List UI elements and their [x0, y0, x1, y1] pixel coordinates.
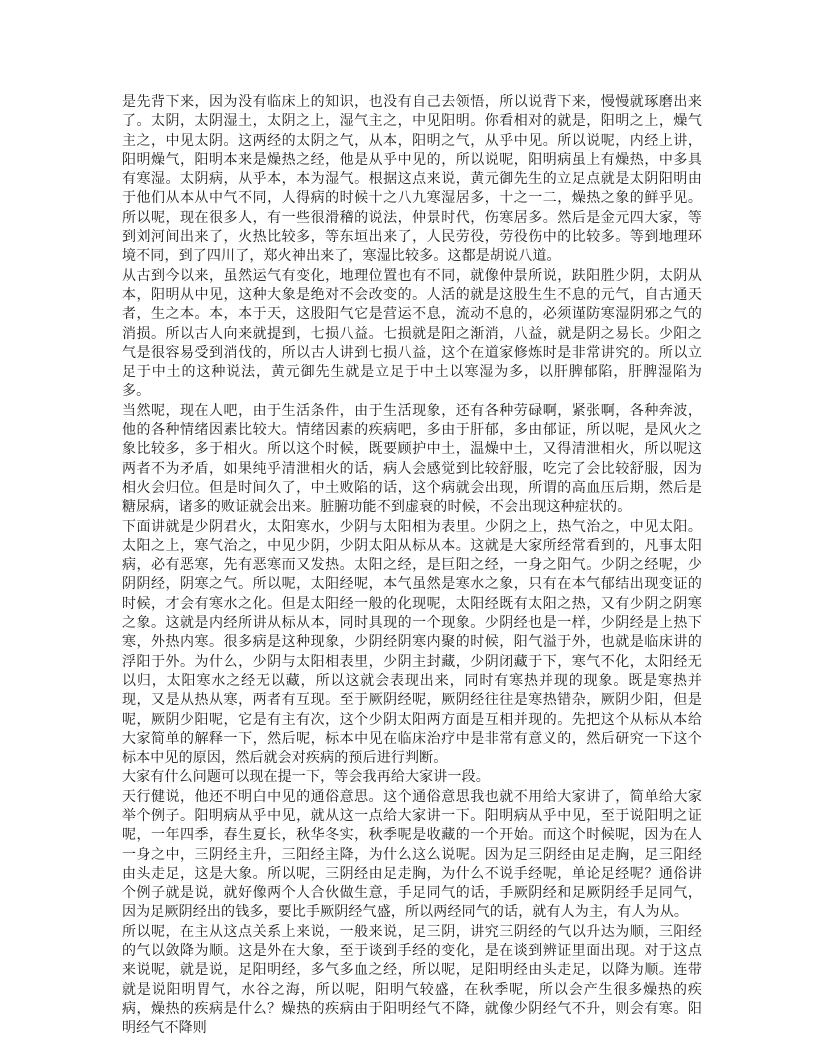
paragraph: 所以呢，在主从这点关系上来说，一般来说，足三阴，讲究三阴经的气以升达为顺，三阳经的气以敛降为顺。这是外在大象，至于谈到手经的变化，是在谈到辨证里面出现。对于这点来说呢，就是说，足阳明经，多气多血之经，所以呢，足阳明经由头走足，以降为顺。连带就是说阳明胃气，水谷之海，所以呢，阳明气较盛，在秋季呢，所以会产生很多燥热的疾病，燥热的疾病是什么？燥热的疾病由于阳明经气不降，就像少阴经气不升，则会有寒。阳明经气不降则 — [122, 923, 702, 1037]
paragraph: 天行健说，他还不明白中见的通俗意思。这个通俗意思我也就不用给大家讲了，简单给大家举个例子。阳明病从乎中见，就从这一点给大家讲一下。阳明病从乎中见，至于说阳明之证呢，一年四季，春生夏长，秋华冬实，秋季呢是收藏的一个开始。而这个时候呢，因为在人一身之中，三阴经主升，三阳经主降，为什么这么说呢。因为足三阴经由足走胸，足三阳经由头走足，这是大象。所以呢，三阴经由足走胸，为什么不说手经呢，单论足经呢？通俗讲个例子就是说，就好像两个人合伙做生意，手足同气的话，手厥阴经和足厥阴经手足同气，因为足厥阴经出的钱多，要比手厥阴经气盛，所以两经同气的话，就有人为主，有人为从。 — [122, 788, 702, 921]
paragraph: 下面讲就是少阴君火，太阳寒水，少阴与太阳相为表里。少阴之上，热气治之，中见太阳。太阳之上，寒气治之，中见少阴，少阴太阳从标从本。这就是大家所经常看到的，凡事太阳病，必有恶寒，先有恶寒而又发热。太阳之经，是巨阳之经，一身之阳气。少阴之经呢，少阴阴经，阴寒之气。所以呢，太阳经呢，本气虽然是寒水之象，只有在本气郁结出现变证的时候，才会有寒水之化。但是太阳经一般的化现呢，太阳经既有太阳之热，又有少阴之阴寒之象。这就是内经所讲从标从本，同时具现的一个现象。少阴经也是一样，少阴经是上热下寒，外热内寒。很多病是这种现象，少阴经阴寒内聚的时候，阳气溢于外，也就是临床讲的浮阳于外。为什么，少阴与太阳相表里，少阴主封藏，少阴闭藏于下，寒气不化，太阳经无以归，太阳寒水之经无以藏，所以这就会表现出来，同时有寒热并现的现象。既是寒热并现，又是从热从寒，两者有互现。至于厥阴经呢，厥阴经往往是寒热错杂，厥阴少阳，但是呢，厥阴少阳呢，它是有主有次，这个少阴太阳两方面是互相并现的。先把这个从标从本给大家简单的解释一下，然后呢，标本中见在临床治疗中是非常有意义的，然后研究一下这个标本中见的原因，然后就会对疾病的预后进行判断。 — [122, 518, 702, 767]
document-body — [122, 93, 702, 1039]
paragraph: 是先背下来，因为没有临床上的知识，也没有自己去领悟，所以说背下来，慢慢就琢磨出来了。太阴，太阴湿土，太阴之上，湿气主之，中见阳明。你看相对的就是，阳明之上，燥气主之，中见太阴。这两经的太阴之气，从本，阳明之气，从乎中见。所以说呢，内经上讲，阳明燥气，阳明本来是燥热之经，他是从乎中见的，所以说呢，阳明病虽上有燥热，中多具有寒湿。太阴病，从乎本，本为湿气。根据这点来说，黄元御先生的立足点就是太阴阳明由于他们从本从中气不同，人得病的时候十之八九寒湿居多，十之一二，燥热之象的鲜乎见。所以呢，现在很多人，有一些很滑稽的说法，仲景时代，伤寒居多。然后是金元四大家，等到刘河间出来了，火热比较多，等东垣出来了，人民劳役，劳役伤中的比较多。等到地理环境不同，到了四川了，郑火神出来了，寒湿比较多。这都是胡说八道。 — [122, 94, 702, 265]
paragraph: 从古到今以来，虽然运气有变化，地理位置也有不同，就像仲景所说，趺阳胜少阴，太阴从本，阳明从中见，这种大象是绝对不会改变的。人活的就是这股生生不息的元气，自古通天者，生之本。本，本于天，这股阳气它是营运不息，流动不息的，必须谨防寒湿阴邪之气的消损。所以古人向来就提到，七损八益。七损就是阳之渐消，八益，就是阴之易长。少阳之气是很容易受到消伐的，所以古人讲到七损八益，这个在道家修炼时是非常讲究的。所以立足于中土的这种说法，黄元御先生就是立足于中土以寒湿为多，以肝脾郁陷，肝脾湿陷为多。 — [122, 267, 702, 400]
paragraph: 当然呢，现在人吧，由于生活条件，由于生活现象，还有各种劳碌啊，紧张啊，各种奔波，他的各种情绪因素比较大。情绪因素的疾病吧，多由于肝郁，多由郁证，所以呢，是风火之象比较多，多于相火。所以这个时候，既要顾护中土，温燥中土，又得清泄相火，所以呢这两者不为矛盾，如果纯乎清泄相火的话，病人会感觉到比较舒服，吃完了会比较舒服，因为相火会归位。但是时间久了，中土败陷的话，这个病就会出现，所谓的高血压后期，然后是糖尿病，诸多的败证就会出来。脏腑功能不到虚衰的时候，不会出现这种症状的。 — [122, 402, 702, 516]
paragraph: 大家有什么问题可以现在提一下，等会我再给大家讲一段。 — [122, 769, 490, 786]
